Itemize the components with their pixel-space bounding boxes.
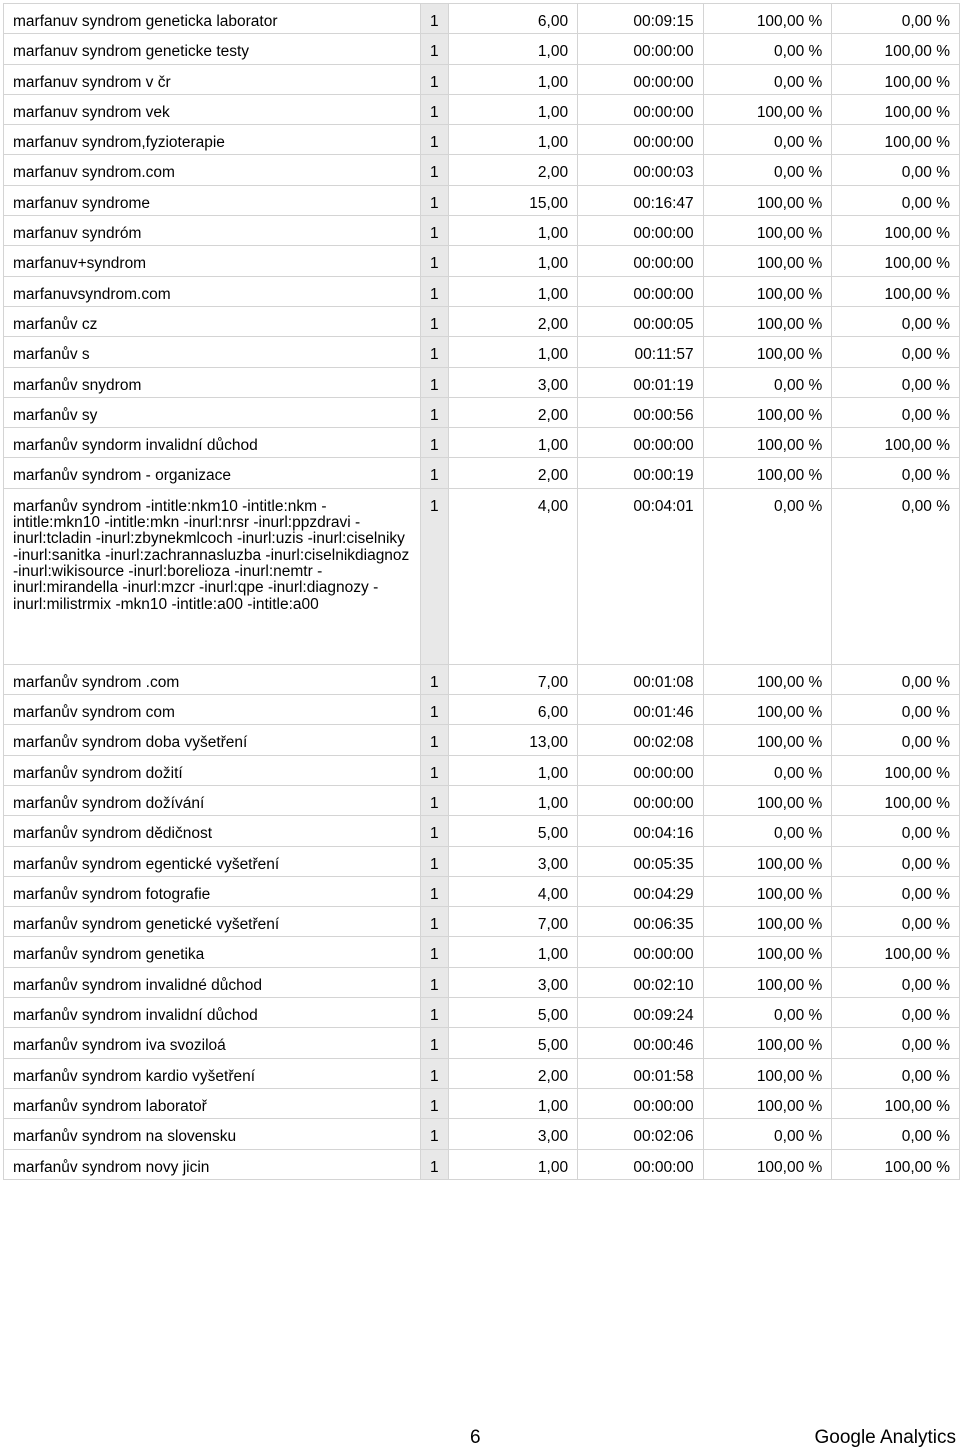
pages-per-visit-cell: 2,00 bbox=[448, 458, 577, 488]
keyword-cell: marfanův syndrom egentické vyšetření bbox=[4, 846, 421, 876]
keyword-cell: marfanův syndrom dožívání bbox=[4, 785, 421, 815]
pages-per-visit-cell: 5,00 bbox=[448, 1028, 577, 1058]
visits-cell: 1 bbox=[421, 725, 449, 755]
new-visits-cell: 100,00 % bbox=[703, 337, 832, 367]
table-row bbox=[4, 1119, 960, 1149]
keyword-cell: marfanuv syndrom vek bbox=[4, 94, 421, 124]
pages-per-visit-cell: 1,00 bbox=[448, 937, 577, 967]
table-row bbox=[4, 1058, 960, 1088]
keyword-cell: marfanuv syndrom v čr bbox=[4, 64, 421, 94]
keyword-cell: marfanuv syndrom geneticka laborator bbox=[4, 4, 421, 34]
new-visits-cell: 0,00 % bbox=[703, 367, 832, 397]
table-row bbox=[4, 276, 960, 306]
avg-time-cell: 00:01:19 bbox=[578, 367, 704, 397]
visits-cell: 1 bbox=[421, 397, 449, 427]
pages-per-visit-cell: 5,00 bbox=[448, 816, 577, 846]
pages-per-visit-cell: 1,00 bbox=[448, 1149, 577, 1179]
new-visits-cell: 100,00 % bbox=[703, 785, 832, 815]
avg-time-cell: 00:00:00 bbox=[578, 276, 704, 306]
avg-time-cell: 00:16:47 bbox=[578, 185, 704, 215]
pages-per-visit-cell: 1,00 bbox=[448, 125, 577, 155]
avg-time-cell: 00:05:35 bbox=[578, 846, 704, 876]
avg-time-cell: 00:04:29 bbox=[578, 876, 704, 906]
table-row bbox=[4, 125, 960, 155]
new-visits-cell: 100,00 % bbox=[703, 397, 832, 427]
table-row bbox=[4, 876, 960, 906]
new-visits-cell: 100,00 % bbox=[703, 907, 832, 937]
visits-cell: 1 bbox=[421, 428, 449, 458]
bounce-rate-cell: 100,00 % bbox=[832, 937, 960, 967]
new-visits-cell: 100,00 % bbox=[703, 695, 832, 725]
bounce-rate-cell: 0,00 % bbox=[832, 1058, 960, 1088]
avg-time-cell: 00:00:00 bbox=[578, 1149, 704, 1179]
new-visits-cell: 100,00 % bbox=[703, 725, 832, 755]
keyword-cell: marfanův syndrom na slovensku bbox=[4, 1119, 421, 1149]
pages-per-visit-cell: 3,00 bbox=[448, 846, 577, 876]
bounce-rate-cell: 0,00 % bbox=[832, 998, 960, 1028]
new-visits-cell: 0,00 % bbox=[703, 155, 832, 185]
visits-cell: 1 bbox=[421, 664, 449, 694]
table-row bbox=[4, 725, 960, 755]
bounce-rate-cell: 0,00 % bbox=[832, 155, 960, 185]
table-row bbox=[4, 967, 960, 997]
table-row bbox=[4, 1149, 960, 1179]
visits-cell: 1 bbox=[421, 488, 449, 664]
keyword-cell: marfanův syndrom doba vyšetření bbox=[4, 725, 421, 755]
pages-per-visit-cell: 1,00 bbox=[448, 1088, 577, 1118]
bounce-rate-cell: 100,00 % bbox=[832, 428, 960, 458]
avg-time-cell: 00:00:56 bbox=[578, 397, 704, 427]
keyword-cell: marfanův syndrom -intitle:nkm10 -intitle:nkm -intitle:mkn10 -intitle:mkn -inurl:nrsr -inurl:ppzdravi -inurl:tcladin -inurl:zbynekmlcoch -inurl:uzis -inurl:ciselniky -inurl:sanitka -inurl:zachrannasluzba -inurl:ciselnikdiagnoz -inurl:wikisource -inurl:borelioza -inurl:nemtr -inurl:mirandella -inurl:mzcr -inurl:qpe -inurl:diagnozy -inurl:milistrmix -mkn10 -intitle:a00 -intitle:a00 bbox=[4, 488, 421, 664]
keyword-cell: marfanuv syndrom geneticke testy bbox=[4, 34, 421, 64]
bounce-rate-cell: 0,00 % bbox=[832, 664, 960, 694]
avg-time-cell: 00:04:16 bbox=[578, 816, 704, 846]
new-visits-cell: 100,00 % bbox=[703, 246, 832, 276]
bounce-rate-cell: 0,00 % bbox=[832, 876, 960, 906]
table-row bbox=[4, 64, 960, 94]
visits-cell: 1 bbox=[421, 4, 449, 34]
visits-cell: 1 bbox=[421, 755, 449, 785]
visits-cell: 1 bbox=[421, 367, 449, 397]
bounce-rate-cell: 100,00 % bbox=[832, 125, 960, 155]
keyword-cell: marfanův syndrom fotografie bbox=[4, 876, 421, 906]
visits-cell: 1 bbox=[421, 246, 449, 276]
bounce-rate-cell: 100,00 % bbox=[832, 246, 960, 276]
visits-cell: 1 bbox=[421, 337, 449, 367]
new-visits-cell: 0,00 % bbox=[703, 64, 832, 94]
new-visits-cell: 100,00 % bbox=[703, 846, 832, 876]
avg-time-cell: 00:00:46 bbox=[578, 1028, 704, 1058]
table-row bbox=[4, 1028, 960, 1058]
table-row bbox=[4, 397, 960, 427]
new-visits-cell: 100,00 % bbox=[703, 216, 832, 246]
avg-time-cell: 00:01:08 bbox=[578, 664, 704, 694]
pages-per-visit-cell: 1,00 bbox=[448, 428, 577, 458]
keyword-cell: marfanuv syndrom,fyzioterapie bbox=[4, 125, 421, 155]
visits-cell: 1 bbox=[421, 846, 449, 876]
table-row bbox=[4, 488, 960, 664]
bounce-rate-cell: 0,00 % bbox=[832, 967, 960, 997]
avg-time-cell: 00:04:01 bbox=[578, 488, 704, 664]
pages-per-visit-cell: 1,00 bbox=[448, 755, 577, 785]
bounce-rate-cell: 0,00 % bbox=[832, 1119, 960, 1149]
bounce-rate-cell: 0,00 % bbox=[832, 907, 960, 937]
new-visits-cell: 100,00 % bbox=[703, 664, 832, 694]
new-visits-cell: 100,00 % bbox=[703, 458, 832, 488]
avg-time-cell: 00:00:05 bbox=[578, 306, 704, 336]
bounce-rate-cell: 0,00 % bbox=[832, 306, 960, 336]
new-visits-cell: 0,00 % bbox=[703, 998, 832, 1028]
new-visits-cell: 100,00 % bbox=[703, 428, 832, 458]
avg-time-cell: 00:11:57 bbox=[578, 337, 704, 367]
bounce-rate-cell: 100,00 % bbox=[832, 785, 960, 815]
table-row bbox=[4, 458, 960, 488]
bounce-rate-cell: 0,00 % bbox=[832, 458, 960, 488]
table-row bbox=[4, 664, 960, 694]
visits-cell: 1 bbox=[421, 1028, 449, 1058]
visits-cell: 1 bbox=[421, 94, 449, 124]
visits-cell: 1 bbox=[421, 1058, 449, 1088]
pages-per-visit-cell: 15,00 bbox=[448, 185, 577, 215]
keyword-cell: marfanův syndrom .com bbox=[4, 664, 421, 694]
avg-time-cell: 00:09:15 bbox=[578, 4, 704, 34]
pages-per-visit-cell: 1,00 bbox=[448, 246, 577, 276]
pages-per-visit-cell: 4,00 bbox=[448, 488, 577, 664]
visits-cell: 1 bbox=[421, 695, 449, 725]
bounce-rate-cell: 0,00 % bbox=[832, 367, 960, 397]
bounce-rate-cell: 0,00 % bbox=[832, 337, 960, 367]
new-visits-cell: 100,00 % bbox=[703, 1088, 832, 1118]
avg-time-cell: 00:00:00 bbox=[578, 937, 704, 967]
avg-time-cell: 00:00:00 bbox=[578, 125, 704, 155]
keyword-cell: marfanův syndrom novy jicin bbox=[4, 1149, 421, 1179]
visits-cell: 1 bbox=[421, 155, 449, 185]
avg-time-cell: 00:02:08 bbox=[578, 725, 704, 755]
pages-per-visit-cell: 1,00 bbox=[448, 785, 577, 815]
keyword-cell: marfanův snydrom bbox=[4, 367, 421, 397]
bounce-rate-cell: 0,00 % bbox=[832, 185, 960, 215]
avg-time-cell: 00:02:06 bbox=[578, 1119, 704, 1149]
visits-cell: 1 bbox=[421, 185, 449, 215]
new-visits-cell: 0,00 % bbox=[703, 125, 832, 155]
keyword-cell: marfanuv syndrom.com bbox=[4, 155, 421, 185]
avg-time-cell: 00:00:00 bbox=[578, 246, 704, 276]
visits-cell: 1 bbox=[421, 907, 449, 937]
avg-time-cell: 00:01:58 bbox=[578, 1058, 704, 1088]
table-row bbox=[4, 907, 960, 937]
table-row bbox=[4, 367, 960, 397]
keyword-cell: marfanův syndorm invalidní důchod bbox=[4, 428, 421, 458]
pages-per-visit-cell: 2,00 bbox=[448, 397, 577, 427]
pages-per-visit-cell: 1,00 bbox=[448, 276, 577, 306]
new-visits-cell: 0,00 % bbox=[703, 34, 832, 64]
avg-time-cell: 00:00:03 bbox=[578, 155, 704, 185]
bounce-rate-cell: 100,00 % bbox=[832, 276, 960, 306]
keyword-cell: marfanův syndrom laboratoř bbox=[4, 1088, 421, 1118]
keyword-cell: marfanův syndrom genetické vyšetření bbox=[4, 907, 421, 937]
keyword-cell: marfanův s bbox=[4, 337, 421, 367]
pages-per-visit-cell: 1,00 bbox=[448, 337, 577, 367]
new-visits-cell: 0,00 % bbox=[703, 816, 832, 846]
keyword-cell: marfanův sy bbox=[4, 397, 421, 427]
table-row bbox=[4, 937, 960, 967]
bounce-rate-cell: 0,00 % bbox=[832, 816, 960, 846]
table-row bbox=[4, 337, 960, 367]
pages-per-visit-cell: 6,00 bbox=[448, 4, 577, 34]
keyword-cell: marfanův syndrom kardio vyšetření bbox=[4, 1058, 421, 1088]
pages-per-visit-cell: 6,00 bbox=[448, 695, 577, 725]
keyword-cell: marfanův syndrom invalidní důchod bbox=[4, 998, 421, 1028]
visits-cell: 1 bbox=[421, 816, 449, 846]
keyword-cell: marfanuv+syndrom bbox=[4, 246, 421, 276]
pages-per-visit-cell: 2,00 bbox=[448, 1058, 577, 1088]
bounce-rate-cell: 0,00 % bbox=[832, 4, 960, 34]
bounce-rate-cell: 100,00 % bbox=[832, 64, 960, 94]
avg-time-cell: 00:00:00 bbox=[578, 785, 704, 815]
visits-cell: 1 bbox=[421, 1088, 449, 1118]
table-row bbox=[4, 4, 960, 34]
table-row bbox=[4, 998, 960, 1028]
new-visits-cell: 100,00 % bbox=[703, 1028, 832, 1058]
keyword-cell: marfanův syndrom genetika bbox=[4, 937, 421, 967]
pages-per-visit-cell: 7,00 bbox=[448, 907, 577, 937]
avg-time-cell: 00:06:35 bbox=[578, 907, 704, 937]
keyword-cell: marfanův syndrom dožití bbox=[4, 755, 421, 785]
visits-cell: 1 bbox=[421, 1119, 449, 1149]
table-row bbox=[4, 246, 960, 276]
visits-cell: 1 bbox=[421, 876, 449, 906]
table-row bbox=[4, 816, 960, 846]
keyword-cell: marfanův syndrom - organizace bbox=[4, 458, 421, 488]
new-visits-cell: 100,00 % bbox=[703, 185, 832, 215]
pages-per-visit-cell: 3,00 bbox=[448, 367, 577, 397]
keyword-cell: marfanův syndrom com bbox=[4, 695, 421, 725]
bounce-rate-cell: 0,00 % bbox=[832, 725, 960, 755]
new-visits-cell: 100,00 % bbox=[703, 876, 832, 906]
pages-per-visit-cell: 13,00 bbox=[448, 725, 577, 755]
keyword-cell: marfanův syndrom invalidné důchod bbox=[4, 967, 421, 997]
pages-per-visit-cell: 5,00 bbox=[448, 998, 577, 1028]
table-row bbox=[4, 428, 960, 458]
bounce-rate-cell: 100,00 % bbox=[832, 1149, 960, 1179]
new-visits-cell: 100,00 % bbox=[703, 94, 832, 124]
keyword-cell: marfanův syndrom iva svoziloá bbox=[4, 1028, 421, 1058]
visits-cell: 1 bbox=[421, 458, 449, 488]
bounce-rate-cell: 0,00 % bbox=[832, 397, 960, 427]
pages-per-visit-cell: 3,00 bbox=[448, 1119, 577, 1149]
pages-per-visit-cell: 1,00 bbox=[448, 94, 577, 124]
avg-time-cell: 00:02:10 bbox=[578, 967, 704, 997]
visits-cell: 1 bbox=[421, 34, 449, 64]
table-row bbox=[4, 755, 960, 785]
table-row bbox=[4, 34, 960, 64]
visits-cell: 1 bbox=[421, 216, 449, 246]
visits-cell: 1 bbox=[421, 125, 449, 155]
visits-cell: 1 bbox=[421, 276, 449, 306]
visits-cell: 1 bbox=[421, 785, 449, 815]
avg-time-cell: 00:00:00 bbox=[578, 64, 704, 94]
new-visits-cell: 100,00 % bbox=[703, 1058, 832, 1088]
new-visits-cell: 100,00 % bbox=[703, 4, 832, 34]
new-visits-cell: 100,00 % bbox=[703, 937, 832, 967]
avg-time-cell: 00:00:00 bbox=[578, 755, 704, 785]
visits-cell: 1 bbox=[421, 998, 449, 1028]
keyword-table-body bbox=[4, 4, 960, 1180]
bounce-rate-cell: 100,00 % bbox=[832, 94, 960, 124]
visits-cell: 1 bbox=[421, 937, 449, 967]
pages-per-visit-cell: 1,00 bbox=[448, 216, 577, 246]
keyword-cell: marfanův cz bbox=[4, 306, 421, 336]
table-row bbox=[4, 94, 960, 124]
table-row bbox=[4, 695, 960, 725]
avg-time-cell: 00:00:00 bbox=[578, 1088, 704, 1118]
bounce-rate-cell: 0,00 % bbox=[832, 488, 960, 664]
table-row bbox=[4, 185, 960, 215]
bounce-rate-cell: 100,00 % bbox=[832, 216, 960, 246]
keyword-cell: marfanuv syndrome bbox=[4, 185, 421, 215]
table-row bbox=[4, 216, 960, 246]
keyword-cell: marfanův syndrom dědičnost bbox=[4, 816, 421, 846]
visits-cell: 1 bbox=[421, 64, 449, 94]
pages-per-visit-cell: 1,00 bbox=[448, 64, 577, 94]
table-row bbox=[4, 1088, 960, 1118]
avg-time-cell: 00:09:24 bbox=[578, 998, 704, 1028]
avg-time-cell: 00:00:00 bbox=[578, 94, 704, 124]
keyword-cell: marfanuv syndróm bbox=[4, 216, 421, 246]
new-visits-cell: 100,00 % bbox=[703, 306, 832, 336]
visits-cell: 1 bbox=[421, 1149, 449, 1179]
new-visits-cell: 100,00 % bbox=[703, 967, 832, 997]
pages-per-visit-cell: 1,00 bbox=[448, 34, 577, 64]
new-visits-cell: 0,00 % bbox=[703, 488, 832, 664]
keyword-table bbox=[3, 3, 960, 1180]
bounce-rate-cell: 0,00 % bbox=[832, 846, 960, 876]
bounce-rate-cell: 0,00 % bbox=[832, 1028, 960, 1058]
bounce-rate-cell: 0,00 % bbox=[832, 695, 960, 725]
footer-brand: Google Analytics bbox=[814, 1427, 956, 1448]
avg-time-cell: 00:00:00 bbox=[578, 34, 704, 64]
bounce-rate-cell: 100,00 % bbox=[832, 1088, 960, 1118]
new-visits-cell: 0,00 % bbox=[703, 1119, 832, 1149]
pages-per-visit-cell: 7,00 bbox=[448, 664, 577, 694]
bounce-rate-cell: 100,00 % bbox=[832, 755, 960, 785]
avg-time-cell: 00:01:46 bbox=[578, 695, 704, 725]
avg-time-cell: 00:00:00 bbox=[578, 216, 704, 246]
table-row bbox=[4, 155, 960, 185]
table-row bbox=[4, 306, 960, 336]
visits-cell: 1 bbox=[421, 306, 449, 336]
table-row bbox=[4, 785, 960, 815]
keyword-cell: marfanuvsyndrom.com bbox=[4, 276, 421, 306]
new-visits-cell: 100,00 % bbox=[703, 276, 832, 306]
bounce-rate-cell: 100,00 % bbox=[832, 34, 960, 64]
pages-per-visit-cell: 4,00 bbox=[448, 876, 577, 906]
table-row bbox=[4, 846, 960, 876]
avg-time-cell: 00:00:00 bbox=[578, 428, 704, 458]
pages-per-visit-cell: 2,00 bbox=[448, 155, 577, 185]
pages-per-visit-cell: 2,00 bbox=[448, 306, 577, 336]
new-visits-cell: 100,00 % bbox=[703, 1149, 832, 1179]
new-visits-cell: 0,00 % bbox=[703, 755, 832, 785]
page-number: 6 bbox=[470, 1427, 481, 1448]
pages-per-visit-cell: 3,00 bbox=[448, 967, 577, 997]
visits-cell: 1 bbox=[421, 967, 449, 997]
avg-time-cell: 00:00:19 bbox=[578, 458, 704, 488]
